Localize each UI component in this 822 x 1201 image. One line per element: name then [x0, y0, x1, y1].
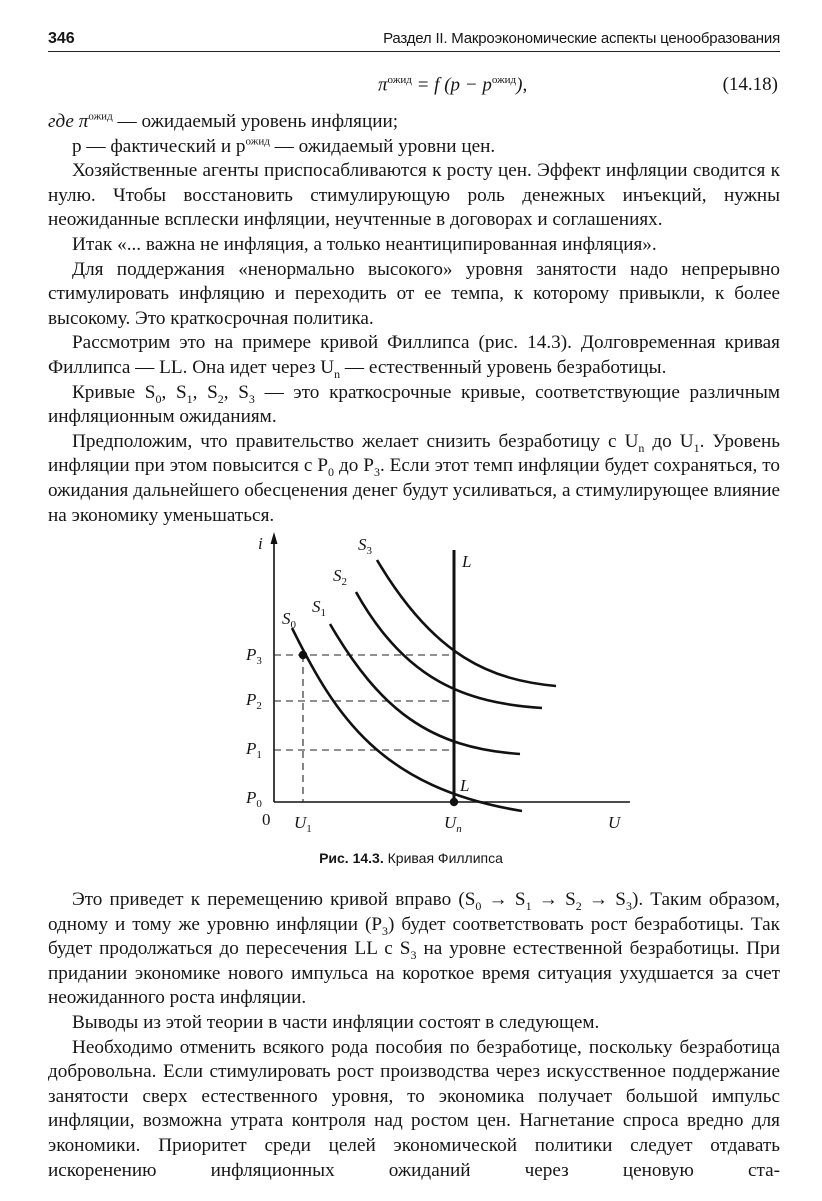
label-p2: $P_2$ [246, 690, 262, 712]
paragraph-agents: Хозяйственные агенты приспосабливаются к росту цен. Эффект инфляции сводится к нулю. Чтобы восстановить стимулирующую роль денежных инъекций, нужны неожиданные всплески инфляции, неучтенные в договорах и соглашениях. [48, 160, 780, 231]
y-axis-label: i [258, 534, 263, 553]
label-p3: $P_3$ [246, 645, 262, 667]
body-text-bottom [48, 888, 780, 1183]
paragraph-curves: Кривые $S_0$, $S_1$, $S_2$, $S_3$ — это краткосрочные кривые, соответствующие различным инфляционным ожиданиям. [48, 381, 780, 428]
label-un: $U_n$ [444, 813, 462, 835]
page-number: 346 [48, 30, 75, 47]
label-s0: $S_0$ [282, 609, 296, 631]
formula-sup-2: ожид [491, 74, 517, 86]
curve-s3 [377, 560, 556, 686]
label-u1: $U_1$ [294, 813, 312, 835]
label-l-top: L [462, 552, 472, 571]
body-text-top [48, 110, 780, 528]
paragraph-quote: Итак «... важна не инфляция, а только неантиципированная инфляция». [72, 233, 657, 255]
label-l-bottom: L [460, 776, 470, 795]
paragraph-conclusions: Выводы из этой теории в части инфляции состоят в следующем. [72, 1011, 600, 1033]
point-un-p0 [450, 798, 458, 806]
point-u1-p3 [299, 651, 307, 659]
phillips-curve-figure [230, 530, 650, 850]
formula-expression: $\pi^{ожид} = f$ $(p - p^{ожид})$, [378, 74, 528, 96]
header-rule [48, 51, 780, 52]
curve-s2 [356, 592, 542, 708]
label-p1: $P_1$ [246, 739, 262, 761]
equation-number: (14.18) [722, 74, 778, 95]
formula-legend-line-1: где $\pi^{ожид}$ — ожидаемый уровень инфляции; [48, 110, 399, 132]
figure-caption [0, 850, 822, 866]
paragraph-policy: Необходимо отменить всякого рода пособия по безработице, поскольку безработица добровольна. Если стимулировать рост производства через искусственное поддержание занятости сверх естественного уровня, то экономика получает большой импульс инфляции, возможна утрата контроля над ростом цен. Нагнетание спроса вредно для экономики. Приоритет среди целей экономической политики следует отдавать искоренению инфляционных ожиданий через ценовую ста- [48, 1036, 780, 1181]
formula-14-18 [48, 74, 780, 100]
label-s1: $S_1$ [312, 597, 326, 619]
section-title: Раздел II. Макроэкономические аспекты ценообразования [383, 30, 780, 47]
paragraph-employment: Для поддержания «ненормально высокого» уровня занятости надо непрерывно стимулировать инфляцию и переходить от ее темпа, к которому привыкли, к более высокому. Это краткосрочная политика. [48, 258, 780, 329]
paragraph-phillips: Рассмотрим это на примере кривой Филлипса (рис. 14.3). Долговременная кривая Филлипса — LL. Она идет через $U_n$ — естественный уровень безработицы. [48, 332, 780, 381]
paragraph-shift: Это приведет к перемещению кривой вправо $(S_0 \to S_1 \to S_2 \to S_3)$. Таким образом, одному и тому же уровню инфляции $(P_3)$ будет соответствовать рост безработицы. Так будет продолжаться до пересечения LL с $S_3$ на уровне естественной безработицы. При придании экономике нового импульса на короткое время ситуация ухудшается за счет неожиданного роста инфляции. [48, 889, 781, 1009]
formula-legend-line-2: p — фактический и $p^{ожид}$ — ожидаемый уровни цен. [72, 135, 496, 157]
label-s3: $S_3$ [358, 535, 372, 557]
formula-sup-1: ожид [387, 74, 412, 86]
caption-label: Рис. 14.3. [319, 850, 384, 866]
label-s2: $S_2$ [333, 566, 347, 588]
origin-label: 0 [262, 810, 271, 829]
caption-text: Кривая Филлипса [383, 850, 503, 866]
curve-s1 [330, 624, 520, 754]
label-p0: $P_0$ [246, 788, 262, 810]
x-axis-label: U [608, 813, 621, 832]
page-header [48, 28, 780, 50]
y-axis-arrow [271, 532, 278, 544]
paragraph-suppose: Предположим, что правительство желает снизить безработицу с $U_n$ до $U_1$. Уровень инфляции при этом повысится с $P_0$ до $P_3$. Если этот темп инфляции будет сохраняться, то ожидания дальнейшего обесценения денег будут усиливаться, а стимулирующее влияние на экономику уменьшаться. [48, 430, 781, 526]
